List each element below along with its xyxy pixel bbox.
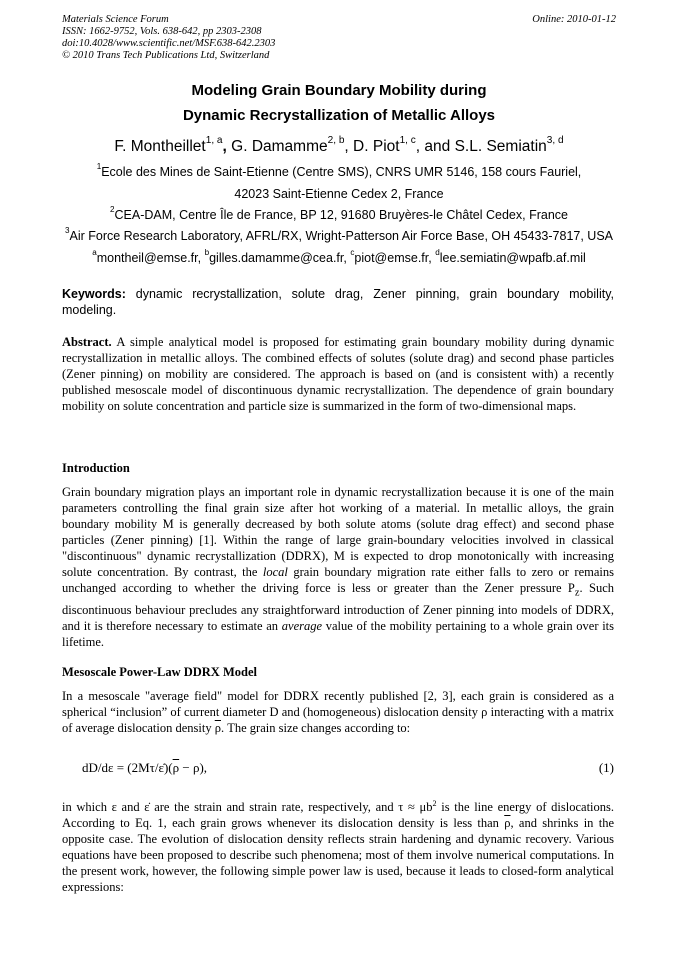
intro-text-1: Grain boundary migration plays an important role in dynamic recrystallization because it is one of the main parameters controlling the final grain size after hot working of a material. In metallic alloys, the grain boundary mobility M is generally decreased by both solute atoms (solute drag effect) and second phase particles (Zener pinning) [1]. Within the range of large grain-boundary velocities involved in classical "discontinuous" dynamic recrystallization (DDRX), M is expected to drop monotonically with increasing solute concentration. By contrast, the xyxy=(62,485,614,579)
affiliation-1-line-2: 42023 Saint-Etienne Cedex 2, France xyxy=(234,187,444,201)
keywords-text: dynamic recrystallization, solute drag, Zener pinning, grain boundary mobility, modeling. xyxy=(62,287,614,317)
mesoscale-paragraph xyxy=(62,688,614,736)
doi: doi:10.4028/www.scientific.net/MSF.638-642.2303 xyxy=(62,38,276,49)
meso-rho-bar: $\overline{\rho}$ xyxy=(214,721,221,735)
equation-1-lhs: dD/dε = (2Mτ/ε̇)( xyxy=(82,760,173,775)
body-rho-bar: $\overline{\rho}$ xyxy=(504,816,511,830)
author-3: D. Piot xyxy=(353,138,400,155)
equation-1-number: (1) xyxy=(598,760,614,775)
affiliation-1-sup: 1 xyxy=(96,162,102,171)
intro-text-2: grain boundary migration rate either falls to zero or remains unchanged according to whether the driving force is less or greater than the Zener pressure P xyxy=(62,565,615,595)
introduction-paragraph xyxy=(62,484,614,650)
author-1-sup: 1, a xyxy=(205,135,223,146)
affiliation-1-line-1: Ecole des Mines de Saint-Etienne (Centre SMS), CNRS UMR 5146, 158 cours Fauriel, xyxy=(101,165,582,179)
paper-title-line-1: Modeling Grain Boundary Mobility during xyxy=(191,82,487,99)
email-a[interactable]: montheil@emse.fr, xyxy=(96,251,202,265)
email-d[interactable]: lee.semiatin@wpafb.af.mil xyxy=(439,251,586,265)
intro-text-3: . Such discontinuous behaviour precludes any straightforward introduction of Zener pinning into models of DDRX, and it is therefore necessary to estimate an xyxy=(62,581,615,633)
equation-1-rho-bar: $\overline{\rho}$ xyxy=(172,760,180,775)
introduction-heading: Introduction xyxy=(62,461,130,475)
meso-text-2: . The grain size changes according to: xyxy=(220,721,411,735)
abstract-text: A simple analytical model is proposed for estimating grain boundary mobility during dynamic recrystallization in metallic alloys. The combined effects of solutes (solute drag) and second phase particles (Zener pinning) on mobility are considered. The approach is based on (and is consistent with) a recently published mesoscale model of discontinuous dynamic recrystallization. The dependence of grain boundary mobility on solute concentration and particle size is summarized in the form of two-dimensional maps. xyxy=(62,335,615,413)
keywords-label: Keywords: xyxy=(62,287,126,301)
body-text-3: , and shrinks in the opposite case. The evolution of dislocation density reflects strain hardening and dynamic recovery. Various equations have been proposed to describe such phenomena; most of them involve numerical computations. In the present work, however, the following simple power law is used, because it leads to closed-form analytical expressions: xyxy=(62,816,615,894)
equation-1-rhs: − ρ), xyxy=(179,760,208,775)
mesoscale-heading: Mesoscale Power-Law DDRX Model xyxy=(62,665,257,679)
abstract-label: Abstract. xyxy=(62,335,112,349)
meso-text-1: In a mesoscale "average field" model for DDRX recently published [2, 3], each grain is considered as a spherical “inclusion” of current diameter D and (homogeneous) dislocation density ρ interacting with a matrix of average dislocation density xyxy=(62,689,614,735)
affiliation-3-text: Air Force Research Laboratory, AFRL/RX, Wright-Patterson Air Force Base, OH 45433-7817, USA xyxy=(69,229,614,243)
affiliation-2-text: CEA-DAM, Centre Île de France, BP 12, 91680 Bruyères-le Châtel Cedex, France xyxy=(114,208,568,222)
author-4: and S.L. Semiatin xyxy=(424,138,547,155)
email-b[interactable]: gilles.damamme@cea.fr, xyxy=(209,251,347,265)
equation-1 xyxy=(82,760,207,776)
abstract-block xyxy=(62,334,614,414)
affiliation-3-sup: 3 xyxy=(64,226,70,235)
author-1: F. Montheillet xyxy=(114,138,206,155)
issn: ISSN: 1662-9752, Vols. 638-642, pp 2303-2308 xyxy=(62,26,262,37)
body-b-squared: 2 xyxy=(432,799,437,808)
journal-name: Materials Science Forum xyxy=(62,14,169,25)
author-3-sup: 1, c xyxy=(399,135,416,146)
email-list xyxy=(0,248,678,265)
paper-title-line-2: Dynamic Recrystallization of Metallic Alloys xyxy=(182,107,496,124)
intro-average-emphasis: average xyxy=(281,618,323,633)
affiliation-3 xyxy=(0,226,678,243)
author-4-sup: 3, d xyxy=(546,135,564,146)
affiliation-2 xyxy=(0,205,678,222)
author-2-sup: 2, b xyxy=(327,135,345,146)
author-2: G. Damamme xyxy=(231,138,328,155)
affiliation-2-sup: 2 xyxy=(110,205,115,214)
email-c[interactable]: piot@emse.fr, xyxy=(354,251,432,265)
keywords-block xyxy=(62,287,614,318)
affiliation-1 xyxy=(0,162,678,179)
email-c-sup: c xyxy=(350,248,355,257)
intro-text-4: value of the mobility pertaining to a whole grain over its lifetime. xyxy=(62,618,615,649)
body-paragraph xyxy=(62,799,614,895)
email-a-sup: a xyxy=(92,248,97,257)
body-text-1: in which ε and ε̇ are the strain and strain rate, respectively, and τ ≈ μb xyxy=(62,800,433,814)
online-date: Online: 2010-01-12 xyxy=(532,14,616,25)
email-b-sup: b xyxy=(204,248,210,257)
intro-local-emphasis: local xyxy=(262,565,288,579)
author-list: F. Montheillet$^{1, a}$, G. Damamme$^{2, b}$, D. Piot$^{1, c}$, and S.L. Semiatin$^{3, d}$ xyxy=(114,135,564,155)
page-header xyxy=(62,14,616,62)
body-text-2: is the line energy of dislocations. According to Eq. 1, each grain grows whenever its dislocation density is less than xyxy=(62,800,615,830)
intro-pz-subscript: z xyxy=(574,587,580,599)
copyright: © 2010 Trans Tech Publications Ltd, Switzerland xyxy=(62,50,270,61)
email-d-sup: d xyxy=(435,248,440,257)
